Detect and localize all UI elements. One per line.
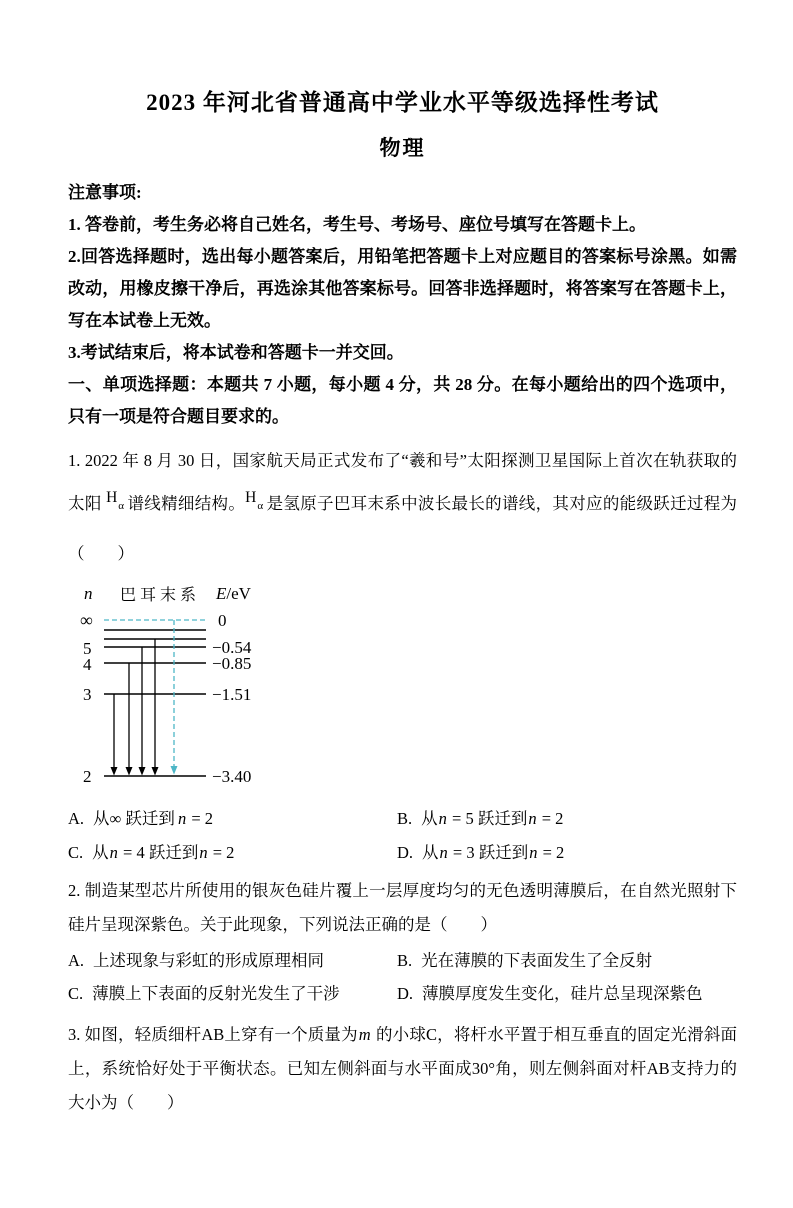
option-q2-c: C. 薄膜上下表面的反射光发生了干涉 (68, 984, 340, 1004)
arrowhead-n5 (139, 767, 146, 776)
option-q1-b: B. 从n = 5 跃迁到n = 2 (397, 809, 564, 829)
level-label-5: 5 (83, 639, 92, 659)
subject-title: 物理 (379, 136, 426, 160)
notice-heading: 注意事项: (68, 183, 142, 202)
notice-block (68, 177, 737, 369)
level-label-4: 4 (83, 655, 92, 675)
arrowheads (111, 767, 159, 776)
level-label-infinity: ∞ (80, 610, 93, 631)
option-q2-b: B. 光在薄膜的下表面发生了全反射 (397, 951, 653, 971)
energy-value-340: −3.40 (212, 767, 252, 787)
balmer-series-label: 巴耳末系 (120, 587, 201, 605)
question-2-options (68, 944, 737, 1010)
energy-value-054: −0.54 (212, 638, 252, 658)
page-title: 2023 年河北省普通高中学业水平等级选择性考试 (146, 90, 659, 115)
option-q1-a: A. 从∞ 跃迁到 n = 2 (68, 809, 213, 829)
arrowhead-n4 (126, 767, 133, 776)
energy-value-151: −1.51 (212, 685, 252, 705)
section-1-heading: 一、单项选择题：本题共 7 小题，每小题 4 分，共 28 分。在每小题给出的四个选项中，只有一项是符合题目要求的。 (68, 375, 737, 426)
arrowhead-n3 (111, 767, 118, 776)
n-column-header: n (84, 584, 93, 604)
energy-value-085: −0.85 (212, 654, 252, 674)
transition-arrows (114, 639, 155, 768)
level-label-3: 3 (83, 685, 92, 705)
level-label-2: 2 (83, 767, 92, 787)
notice-item-3: 3.考试结束后，将本试卷和答题卡一并交回。 (68, 343, 404, 362)
question-3-text: 3. 如图，轻质细杆AB上穿有一个质量为m 的小球C，将杆水平置于相互垂直的固定光滑斜面上，系统恰好处于平衡状态。已知左侧斜面与水平面成30°角，则左侧斜面对杆AB支持力的大小为（ ） (68, 1025, 737, 1113)
arrowhead-infinity (171, 766, 178, 775)
exam-page (0, 86, 793, 1120)
option-q1-c: C. 从n = 4 跃迁到n = 2 (68, 843, 235, 863)
question-1-options (68, 802, 737, 870)
h-alpha-symbol: $H_\alpha$ (106, 489, 125, 513)
option-q2-a: A. 上述现象与彩虹的形成原理相同 (68, 951, 325, 971)
notice-item-1: 1. 答卷前，考生务必将自己姓名，考生号、考场号、座位号填写在答题卡上。 (68, 215, 646, 234)
energy-level-diagram-svg (76, 583, 316, 791)
h-alpha-symbol: $H_\alpha$ (245, 489, 264, 513)
energy-column-header: E/eV (216, 584, 251, 604)
option-q1-d: D. 从n = 3 跃迁到n = 2 (397, 843, 565, 863)
arrowhead-n6 (152, 767, 159, 776)
notice-item-2: 2.回答选择题时，选出每小题答案后，用铅笔把答题卡上对应题目的答案标号涂黑。如需改动，用橡皮擦干净后，再选涂其他答案标号。回答非选择题时，将答案写在答题卡上，写在本试卷上无效。 (68, 247, 737, 330)
question-1-text: 1. 2022 年 8 月 30 日，国家航天局正式发布了“羲和号”太阳探测卫星国际上首次在轨获取的太阳 $H_\alpha$ 谱线精细结构。$H_\alpha$ 是氢原子巴耳末系中波长最长的谱线，其对应的能级跃迁过程为（ ） (68, 451, 737, 564)
energy-value-0: 0 (218, 611, 227, 631)
energy-level-diagram (76, 583, 737, 796)
question-2-text: 2. 制造某型芯片所使用的银灰色硅片覆上一层厚度均匀的无色透明薄膜后，在自然光照射下硅片呈现深紫色。关于此现象，下列说法正确的是（ ） (68, 881, 737, 935)
option-q2-d: D. 薄膜厚度发生变化，硅片总呈现深紫色 (397, 984, 703, 1004)
